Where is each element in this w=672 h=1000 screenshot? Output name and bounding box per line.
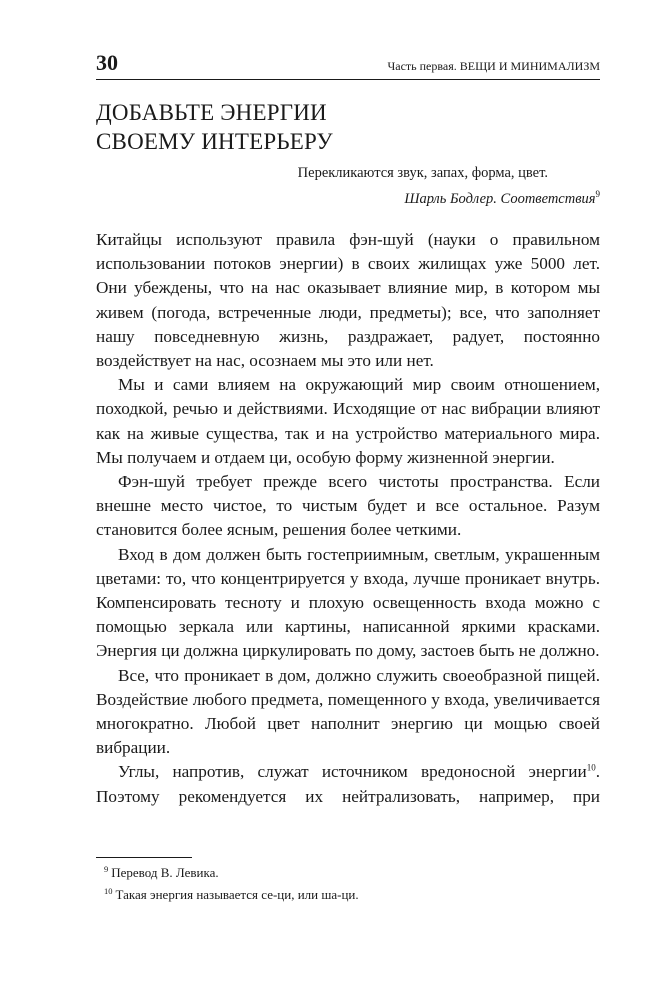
footnote-ref-10[interactable]: 10 [586,762,596,773]
page-number: 30 [96,50,118,75]
body-text [96,228,600,809]
paragraph-6: Углы, напротив, служат источником вредоносной энергии$^{10}$. Поэтому рекомендуется их нейтрализовать, например, при [96,762,600,806]
footnote-10-text: Такая энергия называется се-ци, или ша-ци. [115,887,359,902]
footnote-10 [96,884,600,906]
epigraph-attribution [96,186,600,212]
chapter-title-line-1: ДОБАВЬТЕ ЭНЕРГИИ [96,100,327,125]
running-head: Часть первая. ВЕЩИ И МИНИМАЛИЗМ [387,59,600,73]
footnote-divider [96,857,192,858]
paragraph-1: Китайцы используют правила фэн-шуй (науки о правильном использовании потоков энергии) в своих жилищах уже 5000 лет. Они убеждены, что на нас оказывает влияние мир, в котором мы живем (погода, встреченные люди, предметы); все, что заполняет нашу повседневную жизнь, раздражает, радует, постоянно воздействует на нас, осознаем мы это или нет. [96,230,600,371]
footnotes [96,862,600,906]
chapter-title-line-2: СВОЕМУ ИНТЕРЬЕРУ [96,129,333,154]
paragraph-5: Все, что проникает в дом, должно служить своеобразной пищей. Воздействие любого предмета, помещенного у входа, увеличивается многократно. Любой цвет наполнит энергию ци мощью своей вибрации. [96,665,600,758]
paragraph-6-line-2: Поэтому рекомендуется их нейтрализовать, например, при [96,786,600,806]
paragraph-4: Вход в дом должен быть гостеприимным, светлым, украшенным цветами: то, что концентрируется у входа, лучше проникает внутрь. Компенсировать тесноту и плохую освещенность входа можно с помощью зеркала или картины, написанной яркими красками. Энергия ци должна циркулировать по дому, застоев быть не должно. [96,544,600,661]
header-divider [96,79,600,80]
footnote-9 [96,862,600,884]
chapter-title [96,98,600,156]
footnote-9-number: 9 [104,863,109,874]
footnote-9-text: Перевод В. Левика. [111,865,219,880]
epigraph-quote: Перекликаются звук, запах, форма, цвет. [297,165,548,181]
paragraph-6-line-1: Углы, напротив, служат источником вредоносной энергии [118,762,587,782]
epigraph-author-work: Шарль Бодлер. Соответствия [404,191,596,207]
paragraph-3: Фэн-шуй требует прежде всего чистоты пространства. Если внешне место чистое, то чистым будет и все остальное. Разум становится более ясным, решения более четкими. [96,472,600,540]
footnote-ref-9[interactable]: 9 [595,189,600,200]
epigraph [96,160,600,212]
paragraph-2: Мы и сами влияем на окружающий мир своим отношением, походкой, речью и действиями. Исходящие от нас вибрации влияют как на живые существа, так и на устройство материального мира. Мы получаем и отдаем ци, особую форму жизненной энергии. [96,375,600,467]
footnote-10-number: 10 [104,885,113,896]
